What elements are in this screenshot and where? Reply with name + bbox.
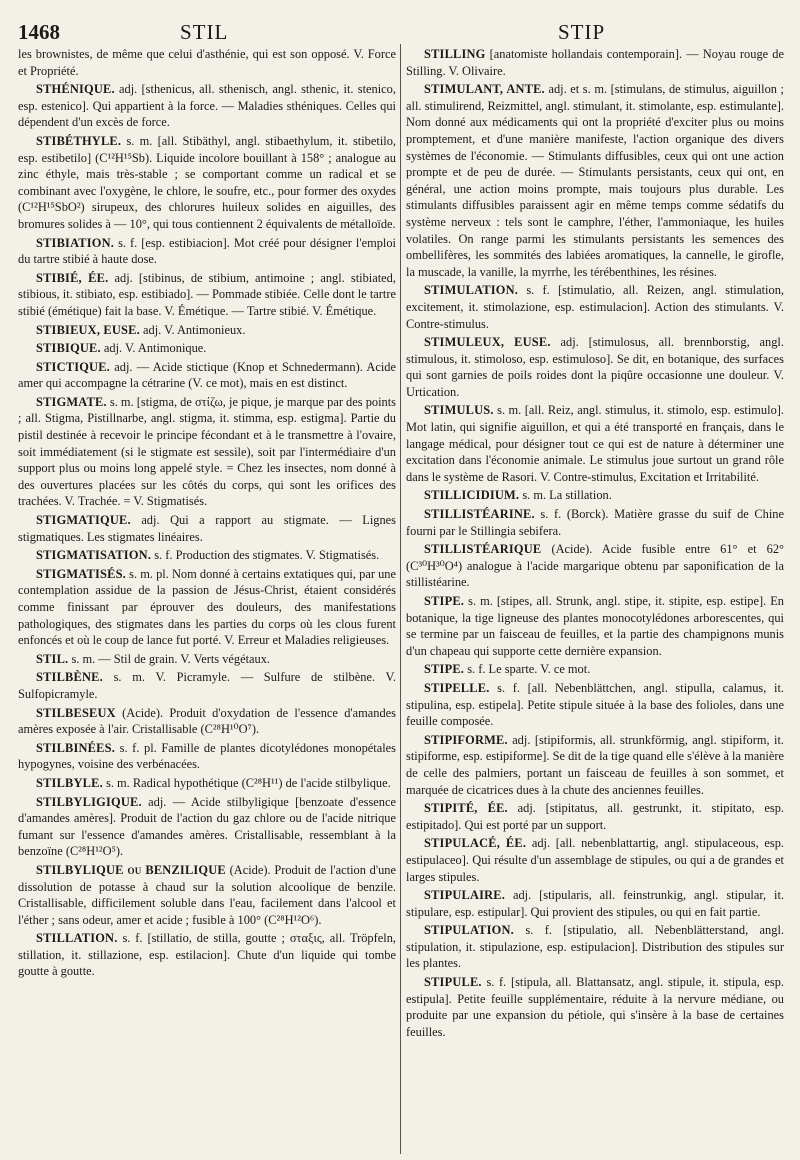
dictionary-entry [18, 512, 396, 545]
right-running-head: STIP [558, 20, 606, 44]
entry-definition: adj. et s. m. [stimulans, de stimulus, aiguillon ; all. stimulirend, Reizmittel, angl. stimulant, it. stimolante, esp. estimulante]. Nom donné aux médicaments qui ont la propriété d'exciter plus ou moins promptement, et d'une manière manifeste, l'action organique des divers systèmes de l'économie. — Stimulants diffusibles, ceux qui ont une action prompte et de peu de durée. — Stimulants persistants, ceux qui ont, en général, une action moins prompte, mais toujours plus durable. Les stimulants diffusibles paraissent agir en même temps comme sédatifs du système nerveux : tels sont le camphre, l'éther, l'ammoniaque, les huiles volatiles. On range parmi les stimulants persistants les semences des ombellifères, les sommités des labiées aromatiques, la cannelle, le girofle, la muscade, la vanille, la myrrhe, les térébenthines, les résines. [406, 82, 785, 279]
right-column [406, 46, 784, 1042]
dictionary-entry [406, 46, 784, 79]
entry-definition: adj. V. Antimonieux. [143, 322, 246, 337]
entry-headword: STIPULE. [424, 975, 482, 990]
dictionary-entry [18, 930, 396, 980]
entry-headword: STIBÉTHYLE. [36, 133, 122, 148]
dictionary-entry [406, 887, 784, 920]
entry-definition: s. f. (Borck). Matière grasse du suif de Chine fourni par le Stillingia sebifera. [406, 507, 784, 538]
entry-headword: STIPULACÉ, ÉE. [424, 836, 527, 851]
entry-headword: STIGMATIQUE. [36, 513, 131, 528]
dictionary-entry [18, 340, 396, 357]
entry-headword: STILLISTÉARIQUE [424, 542, 542, 557]
entry-headword: STIPULATION. [424, 923, 514, 938]
entry-headword: STIMULEUX, EUSE. [424, 335, 551, 350]
dictionary-entry [406, 800, 784, 833]
entry-headword: STILBYLIQUE ou BENZILIQUE [36, 862, 226, 877]
dictionary-entry [406, 835, 784, 885]
dictionary-entry [406, 922, 784, 972]
entry-definition: s. m. [all. Reiz, angl. stimulus, it. stimolo, esp. estimulo]. Mot latin, qui signifie aiguillon, et qui a été transporté en français, dans le langage médical, pour désigner tout ce qui est de nature à déterminer une excitation dans l'économie animale. Le stimulus joue surtout un grand rôle dans le système de Rasori. V. Contre-stimulus, Excitation et Irritabilité. [406, 403, 784, 484]
entry-headword: STILLING [424, 47, 486, 61]
entry-definition: s. f. Le sparte. V. ce mot. [467, 662, 591, 677]
entry-definition: s. m. — Stil de grain. V. Verts végétaux. [71, 651, 271, 666]
dictionary-entry [18, 270, 396, 320]
entry-definition: adj. V. Antimonique. [103, 341, 207, 356]
dictionary-entry [406, 732, 784, 798]
entry-definition: s. f. Production des stigmates. V. Stigmatisés. [154, 548, 380, 563]
dictionary-entry [18, 740, 396, 773]
entry-headword: STIPELLE. [424, 680, 490, 695]
dictionary-entry [406, 541, 784, 591]
entry-definition: s. f. [all. Nebenblättchen, angl. stipulla, calamus, it. stipulina, esp. estipela]. Petite stipule située à la base des folioles, dans une feuille composée. [406, 680, 784, 729]
entry-headword: STILBYLE. [36, 775, 103, 790]
entry-headword: STILLICIDIUM. [424, 488, 520, 503]
entry-definition: s. m. [all. Stibäthyl, angl. stibaethylum, it. stibetilo, esp. estibetilo] (C¹²H¹⁵Sb). Liquide incolore bouillant à 158° ; analogue au zinc éthyle, mais très-stable ; se comportant comme un radical et se combinant avec l'oxygène, le chlore, le soufre, etc., pour former des oxydes (C¹²H¹⁵SbO²) sirupeux, des chlorures huileux solides en aiguilles, des bromures solides à — 10°, qui tous contiennent 2 équivalents de métalloïde. [18, 133, 396, 231]
entry-definition: adj. [stimulosus, all. brennborstig, angl. stimulous, it. stimoloso, esp. estimuloso]. Se dit, en botanique, des surfaces qui sont garnies de poils roides dont la piqûre occasionne une douleur. V. Urtication. [406, 335, 784, 399]
entry-headword: STILLISTÉARINE. [424, 507, 535, 522]
entry-headword: STIPULAIRE. [424, 888, 506, 903]
dictionary-entry [18, 862, 396, 928]
dictionary-entry [406, 282, 784, 332]
dictionary-entry [18, 394, 396, 510]
entry-headword: STILBYLIGIQUE. [36, 794, 142, 809]
entry-definition: adj. [stipularis, all. feinstrunkig, angl. stipular, it. stipulare, esp. estipular]. Qui provient des stipules, ou qui en fait partie. [406, 888, 784, 919]
entry-definition: adj. — Acide stictique (Knop et Schnedermann). Acide amer qui accompagne la cétrarine (V. ce mot), mais en est distinct. [18, 359, 396, 391]
entry-headword: STIGMATISATION. [36, 548, 152, 563]
entry-headword: STILBINÉES. [36, 740, 115, 755]
entry-definition: s. m. Radical hypothétique (C²⁸H¹¹) de l'acide stilbylique. [106, 775, 391, 790]
entry-headword: STIGMATE. [36, 394, 107, 409]
dictionary-entry [18, 547, 396, 564]
entry-headword: STIL. [36, 651, 69, 666]
dictionary-entry [18, 775, 396, 792]
entry-definition: adj. [stibinus, de stibium, antimoine ; angl. stibiated, stibious, it. stibiato, esp. estibiado]. — Pommade stibiée. Celle dont le tartre stibié (émétique) fait la base. V. Émétique. — Tartre stibié. V. Émétique. [18, 270, 396, 318]
dictionary-entry [18, 651, 396, 668]
entry-definition: adj. [all. nebenblattartig, angl. stipulaceous, esp. estipulaceo]. Qui résulte d'un assemblage de stipules, ou qui a de grandes et larges stipules. [406, 836, 784, 884]
entry-headword: STIBIÉ, ÉE. [36, 270, 109, 285]
dictionary-entry [18, 669, 396, 702]
entry-headword: STILBÈNE. [36, 670, 103, 685]
dictionary-entry [406, 81, 784, 280]
entry-headword: STIPE. [424, 662, 465, 677]
entry-definition: (Acide). Produit de l'action d'une dissolution de potasse à chaud sur la solution alcoolique de benzile. Cristallisable, difficilement soluble dans l'eau, facilement dans l'alcool et l'éther ; sans odeur, amer et acide ; fusible à 100° (C²⁸H¹²O⁶). [18, 862, 396, 927]
entry-headword: STIPE. [424, 594, 465, 608]
entry-definition: s. f. [stimulatio, all. Reizen, angl. stimulation, excitement, it. stimolazione, esp. estimulacion]. Action des stimulants. V. Contre-stimulus. [406, 283, 784, 331]
left-running-head: STIL [180, 20, 229, 44]
dictionary-entry [18, 133, 396, 233]
entry-headword: STIMULUS. [424, 403, 494, 418]
entry-definition: s. f. pl. Famille de plantes dicotylédones monopétales hypogynes, voisine des verbénacées. [18, 740, 397, 772]
entry-headword: STIBIQUE. [36, 341, 101, 356]
dictionary-entry [406, 593, 784, 659]
column-divider [400, 44, 401, 1154]
entry-headword: STIBIEUX, EUSE. [36, 322, 140, 337]
entry-headword: STIPIFORME. [424, 732, 508, 747]
entry-definition: s. f. [esp. estibiacion]. Mot créé pour désigner l'emploi du tartre stibié à haute dose. [18, 235, 396, 267]
entry-definition: adj. [sthenicus, all. sthenisch, angl. sthenic, it. stenico, esp. estenico]. Qui appartient à la force. — Maladies sthéniques. Celles qui dépendent d'un excès de force. [18, 82, 396, 130]
entry-definition: s. m. La stillation. [522, 488, 612, 503]
dictionary-entry [18, 235, 396, 268]
dictionary-entry [18, 794, 396, 860]
entry-headword: STIMULATION. [424, 283, 519, 298]
entry-headword: STICTIQUE. [36, 359, 110, 374]
dictionary-entry [406, 661, 784, 678]
entry-definition: les brownistes, de même que celui d'asthénie, qui est son opposé. V. Force et Propriété. [18, 47, 396, 78]
entry-definition: adj. [stipitatus, all. gestrunkt, it. stipitato, esp. estipitado]. Qui est porté par un support. [406, 801, 784, 832]
entry-definition: s. m. pl. Nom donné à certains extatiques qui, par une contemplation assidue de la passion de Jésus-Christ, étaient considérés comme finissant par éprouver des douleurs, des manifestations pathologiques, des stigmates dans les parties du corps où les clous furent enfoncés et où le coup de lance fut porté. V. Erreur et Maladies religieuses. [18, 566, 396, 648]
entry-definition: adj. [stipiformis, all. strunkförmig, angl. stipiform, it. stipiforme, esp. estipiforme]. Se dit de la tige quand elle s'élève à la manière de celle des palmiers, portant un faisceau de feuilles à son sommet, et marquée de cicatrices dues à la chute des anciennes feuilles. [406, 732, 784, 797]
dictionary-entry [18, 81, 396, 131]
dictionary-entry [18, 705, 396, 738]
entry-headword: STHÉNIQUE. [36, 82, 115, 97]
left-column [18, 46, 396, 982]
entry-definition: [anatomiste hollandais contemporain]. — Noyau rouge de Stilling. V. Olivaire. [406, 47, 784, 78]
entry-headword: STILLATION. [36, 931, 118, 946]
entry-headword: STIBIATION. [36, 235, 115, 250]
dictionary-entry [406, 334, 784, 400]
dictionary-entry [406, 680, 784, 730]
entry-headword: STIMULANT, ANTE. [424, 82, 545, 97]
dictionary-entry [18, 46, 396, 79]
entry-headword: STILBESEUX [36, 705, 116, 720]
page-number: 1468 [18, 20, 60, 44]
entry-headword: STIGMATISÉS. [36, 566, 126, 581]
entry-definition: s. m. V. Picramyle. — Sulfure de stilbène. V. Sulfopicramyle. [18, 670, 396, 701]
dictionary-entry [406, 487, 784, 504]
entry-definition: (Acide). Produit d'oxydation de l'essence d'amandes amères exposée à l'air. Cristallisable (C²⁸H¹⁰O⁷). [18, 705, 396, 737]
entry-definition: s. m. [stigma, de στίζω, je pique, je marque par des points ; all. Stigma, Pistillnarbe, angl. stigma, it. stimma, esp. estigma]. Partie du pistil destinée à recevoir le principe fécondant et à le transmettre à l'ovaire, soit immédiatement (si le stigmate est sessile), soit par l'intermédiaire d'un support plus ou moins long appelé style. = Chez les insectes, nom donné à des ouvertures placées sur les côtés du corps, qui sont les orifices des trachées. V. Trachée. = V. Stigmatisés. [18, 394, 396, 509]
dictionary-entry [406, 506, 784, 539]
entry-definition: adj. — Acide stilbyligique [benzoate d'essence d'amandes amères]. Produit de l'action du gaz chlore ou de l'acide nitrique fumant sur l'essence d'amandes amères. Cristallisable, ressemblant à la benzoïne (C²⁸H¹²O⁵). [18, 794, 396, 859]
entry-headword: STIPITÉ, ÉE. [424, 801, 508, 816]
dictionary-entry [406, 974, 784, 1040]
dictionary-entry [18, 322, 396, 339]
entry-definition: adj. Qui a rapport au stigmate. — Lignes stigmatiques. Les stigmates linéaires. [18, 513, 396, 544]
dictionary-entry [18, 359, 396, 392]
dictionary-entry [18, 566, 396, 649]
entry-definition: s. f. [stipula, all. Blattansatz, angl. stipule, it. stipula, esp. estipula]. Petite feuille supplémentaire, réduite à la nervure médiane, ou produite par une expansion du pétiole, qui s'insère à la base de certaines feuilles. [406, 975, 784, 1039]
entry-definition: s. f. [stipulatio, all. Nebenblätterstand, angl. stipulation, it. stipulazione, esp. estipulacion]. Distribution des stipules sur les plantes. [406, 923, 784, 971]
entry-definition: s. m. [stipes, all. Strunk, angl. stipe, it. stipite, esp. estipe]. En botanique, la tige ligneuse des plantes monocotylédones arborescentes, qui se termine par un faisceau de feuilles, et la partie des champignons munis d'un chapeau qui supporte cette dernière expansion. [406, 594, 784, 658]
entry-definition: (Acide). Acide fusible entre 61° et 62° (C³⁰H³⁰O⁴) analogue à l'acide margarique obtenu par saponification de la stillistéarine. [406, 542, 784, 590]
entry-definition: s. f. [stillatio, de stilla, goutte ; σταξις, all. Tröpfeln, stillation, it. stillazione, esp. estilacion]. Chute d'un liquide qui tombe goutte à goutte. [18, 931, 396, 979]
dictionary-entry [406, 402, 784, 485]
